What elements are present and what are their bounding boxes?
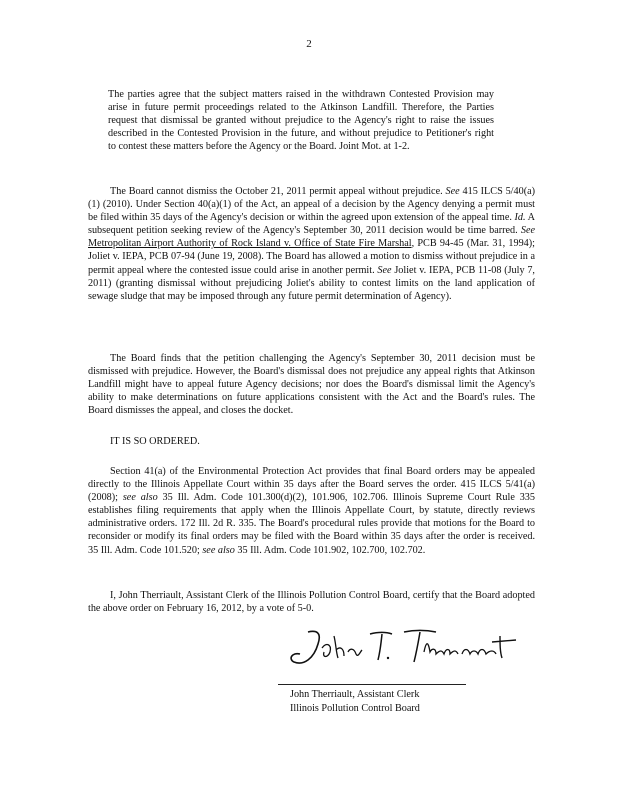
signatory-block (290, 688, 420, 715)
paragraph-board-finds: The Board finds that the petition challenging the Agency's September 30, 2011 decision must be dismissed with prejudice. However, the Board's dismissal does not prejudice any appeal rights that Atkinson Landfill might have to appeal future Agency decisions; nor does the Board's dismissal limit the Agency's ability to make determinations on future applications consistent with the Act and the Board's rules. The Board dismisses the appeal, and closes the docket. (88, 353, 535, 417)
paragraph-cannot-dismiss: The Board cannot dismiss the October 21, 2011 permit appeal without prejudice. See 415 ILCS 5/40(a)(1) (2010). Under Section 40(a)(1) of the Act, an appeal of a decision by the Agency denying a permit must be filed within 35 days of the Agency's decision or within the agreed upon extension of the appeal time. Id. A subsequent petition seeking review of the Agency's September 30, 2011 decision would be time barred. See Metropolitan Airport Authority of Rock Island v. Office of State Fire Marshal, PCB 94-45 (Mar. 31, 1994); Joliet v. IEPA, PCB 07-94 (June 19, 2008). The Board has allowed a motion to dismiss without prejudice in a permit appeal where the contested issue could arise in another permit. See Joliet v. IEPA, PCB 11-08 (July 7, 2011) (granting dismissal without prejudicing Joliet's ability to contest limits on the land application of sewage sludge that may be imposed through any future permit determination of Agency). (88, 186, 536, 302)
paragraph-appeal-rights: Section 41(a) of the Environmental Protection Act provides that final Board orders may be appealed directly to the Illinois Appellate Court within 35 days after the Board serves the order. 415 ILCS 5/41(a) (2008); see also 35 Ill. Adm. Code 101.300(d)(2), 101.906, 102.706. Illinois Supreme Court Rule 335 establishes filing requirements that apply when the Illinois Appellate Court, by statute, directly reviews administrative orders. 172 Ill. 2d R. 335. The Board's procedural rules provide that motions for the Board to reconsider or modify its final orders may be filed with the Board within 35 days after the order is received. 35 Ill. Adm. Code 101.520; see also 35 Ill. Adm. Code 101.902, 102.700, 102.702. (88, 466, 535, 556)
signatory-name-title: John Therriault, Assistant Clerk (290, 689, 420, 700)
paragraph-certification: I, John Therriault, Assistant Clerk of the Illinois Pollution Control Board, certify that the Board adopted the above order on February 16, 2012, by a vote of 5-0. (88, 590, 535, 615)
signature-line (278, 684, 466, 685)
quoted-joint-motion-paragraph: The parties agree that the subject matters raised in the withdrawn Contested Provision may arise in future permit proceedings related to the Atkinson Landfill. Therefore, the Parties request that dismissal be granted without prejudice to the Agency's right to raise the issues described in the Contested Provision in the future, and without prejudice to Petitioner's right to contest these matters before the Agency or the Board. Joint Mot. at 1-2. (108, 89, 494, 153)
handwritten-signature (286, 622, 546, 677)
signatory-organization: Illinois Pollution Control Board (290, 702, 420, 714)
so-ordered-line: IT IS SO ORDERED. (110, 436, 200, 447)
page-number: 2 (306, 38, 312, 50)
case-citation-metropolitan: Metropolitan Airport Authority of Rock Island v. Office of State Fire Marshal (88, 238, 412, 250)
